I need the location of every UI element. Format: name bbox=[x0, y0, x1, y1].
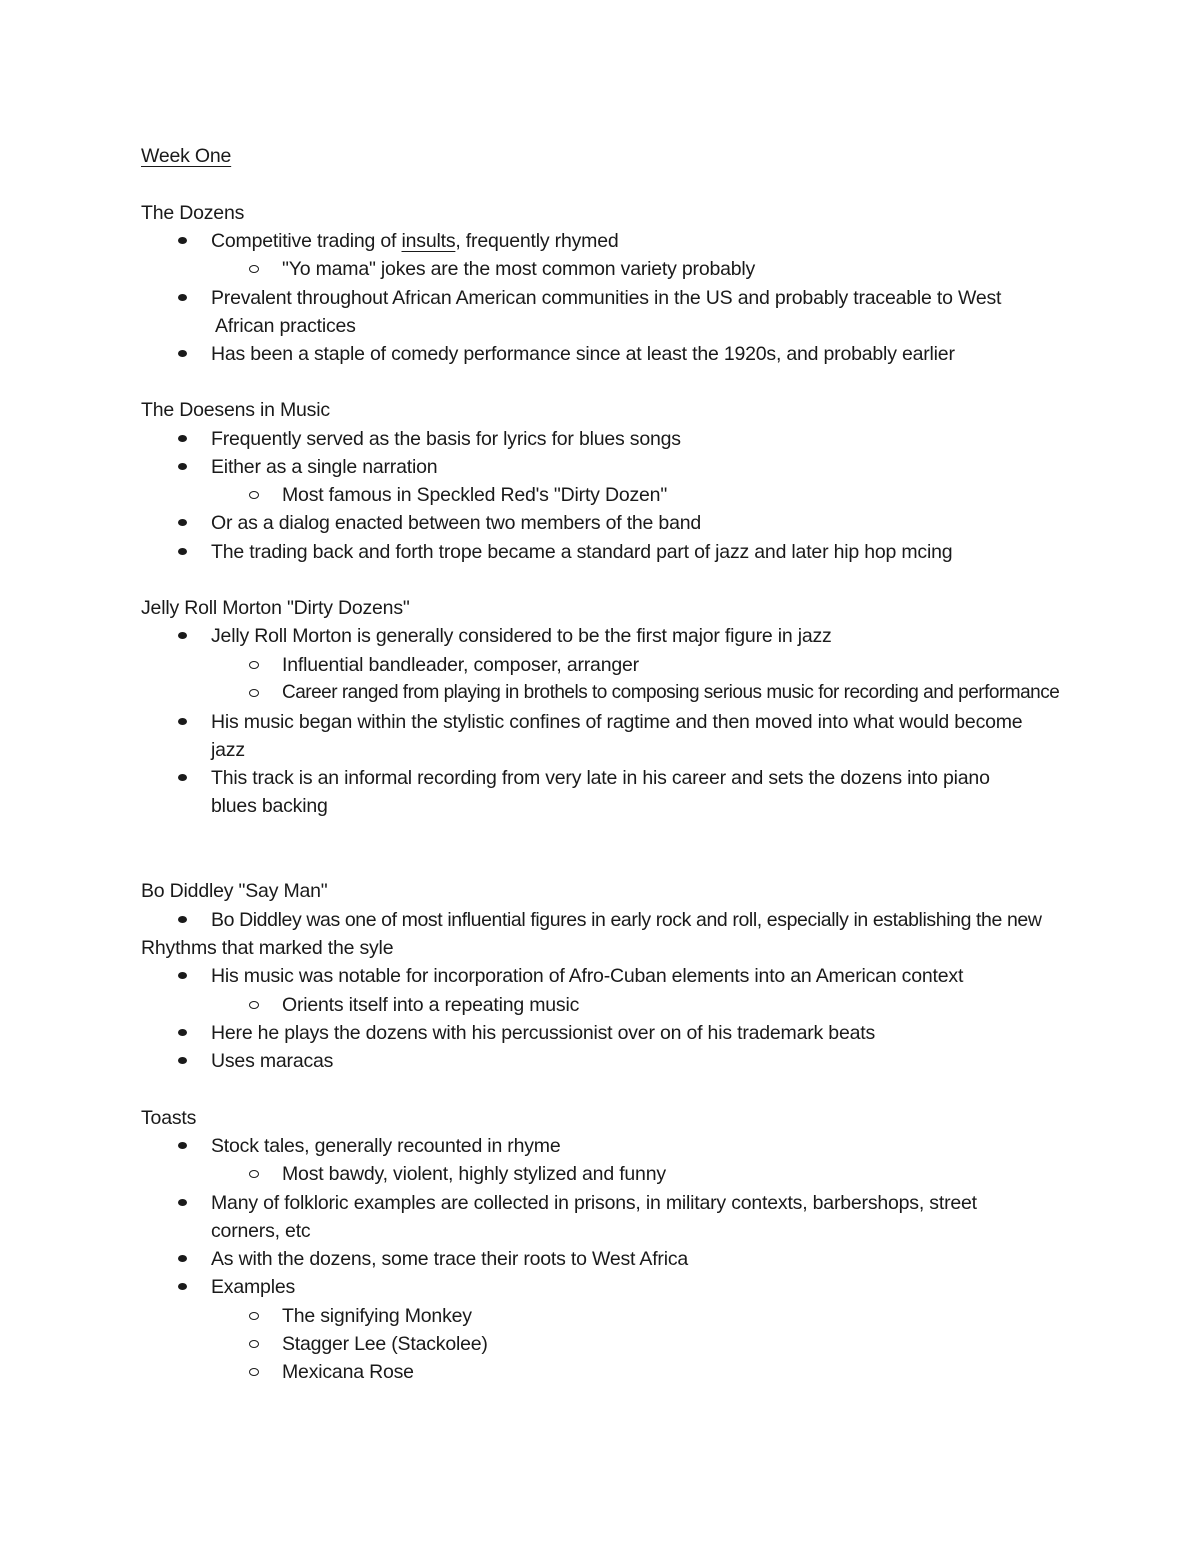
list-item: Most bawdy, violent, highly stylized and funny bbox=[282, 1163, 666, 1185]
bullet-icon bbox=[178, 350, 187, 357]
list-item: Mexicana Rose bbox=[282, 1361, 414, 1383]
bullet-icon bbox=[178, 1283, 187, 1290]
list-item: Prevalent throughout African American communities in the US and probably traceable to West bbox=[211, 287, 1002, 309]
section-heading-doesens-in-music: The Doesens in Music bbox=[141, 399, 330, 421]
list-item-continuation: African practices bbox=[215, 315, 356, 337]
list-item: Jelly Roll Morton is generally considered to be the first major figure in jazz bbox=[211, 625, 832, 647]
list-item: Has been a staple of comedy performance since at least the 1920s, and probably earlier bbox=[211, 343, 955, 365]
list-item: Competitive trading of insults, frequently rhymed bbox=[211, 230, 619, 252]
bullet-icon bbox=[178, 972, 187, 979]
list-item: Uses maracas bbox=[211, 1050, 334, 1072]
bullet-icon bbox=[178, 519, 187, 526]
list-item: Influential bandleader, composer, arranger bbox=[282, 654, 639, 676]
list-item: Many of folkloric examples are collected in prisons, in military contexts, barbershops, street bbox=[211, 1192, 977, 1214]
section-heading-dozens: The Dozens bbox=[141, 202, 245, 224]
bullet-icon bbox=[178, 774, 187, 781]
list-item: Stagger Lee (Stackolee) bbox=[282, 1333, 488, 1355]
sub-bullet-icon bbox=[249, 1340, 259, 1348]
list-item: "Yo mama" jokes are the most common variety probably bbox=[282, 258, 756, 280]
sub-bullet-icon bbox=[249, 689, 259, 697]
list-item-continuation: blues backing bbox=[211, 795, 328, 817]
sub-bullet-icon bbox=[249, 265, 259, 273]
bullet-icon bbox=[178, 294, 187, 301]
bullet-icon bbox=[178, 463, 187, 470]
list-item: Most famous in Speckled Red's "Dirty Dozen" bbox=[282, 484, 668, 506]
bullet-icon bbox=[178, 1029, 187, 1036]
list-item: Orients itself into a repeating music bbox=[282, 994, 580, 1016]
list-item: Or as a dialog enacted between two members of the band bbox=[211, 512, 702, 534]
list-item: The trading back and forth trope became a standard part of jazz and later hip hop mcing bbox=[211, 541, 953, 563]
bullet-icon bbox=[178, 1142, 187, 1149]
bullet-icon bbox=[178, 916, 187, 923]
section-heading-toasts: Toasts bbox=[141, 1107, 197, 1129]
sub-bullet-icon bbox=[249, 1368, 259, 1376]
list-item-continuation: corners, etc bbox=[211, 1220, 311, 1242]
bullet-icon bbox=[178, 237, 187, 244]
sub-bullet-icon bbox=[249, 1170, 259, 1178]
sub-bullet-icon bbox=[249, 1001, 259, 1009]
bullet-icon bbox=[178, 718, 187, 725]
sub-bullet-icon bbox=[249, 491, 259, 499]
bullet-icon bbox=[178, 632, 187, 639]
bullet-icon bbox=[178, 1255, 187, 1262]
list-item: Here he plays the dozens with his percussionist over on of his trademark beats bbox=[211, 1022, 875, 1044]
list-item: His music began within the stylistic confines of ragtime and then moved into what would become bbox=[211, 711, 1023, 733]
bullet-icon bbox=[178, 548, 187, 555]
sub-bullet-icon bbox=[249, 661, 259, 669]
list-item: Frequently served as the basis for lyrics for blues songs bbox=[211, 428, 681, 450]
bullet-icon bbox=[178, 1057, 187, 1064]
page-title: Week One bbox=[141, 145, 232, 167]
list-item: Stock tales, generally recounted in rhyme bbox=[211, 1135, 561, 1157]
list-item: This track is an informal recording from very late in his career and sets the dozens into piano bbox=[211, 767, 990, 789]
bullet-icon bbox=[178, 1199, 187, 1206]
list-item: The signifying Monkey bbox=[282, 1305, 472, 1327]
sub-bullet-icon bbox=[249, 1312, 259, 1320]
list-item: As with the dozens, some trace their roots to West Africa bbox=[211, 1248, 689, 1270]
list-item-continuation: Rhythms that marked the syle bbox=[141, 937, 394, 959]
section-heading-bo-diddley: Bo Diddley "Say Man" bbox=[141, 880, 328, 902]
list-item: Career ranged from playing in brothels to composing serious music for recording and performance bbox=[282, 682, 1060, 703]
bullet-icon bbox=[178, 435, 187, 442]
list-item: Bo Diddley was one of most influential figures in early rock and roll, especially in establishing the new bbox=[211, 909, 1042, 931]
list-item: Examples bbox=[211, 1276, 296, 1298]
list-item-continuation: jazz bbox=[211, 739, 245, 761]
section-heading-jelly-roll-morton: Jelly Roll Morton "Dirty Dozens" bbox=[141, 597, 410, 619]
list-item: Either as a single narration bbox=[211, 456, 438, 478]
list-item: His music was notable for incorporation of Afro-Cuban elements into an American context bbox=[211, 965, 964, 987]
